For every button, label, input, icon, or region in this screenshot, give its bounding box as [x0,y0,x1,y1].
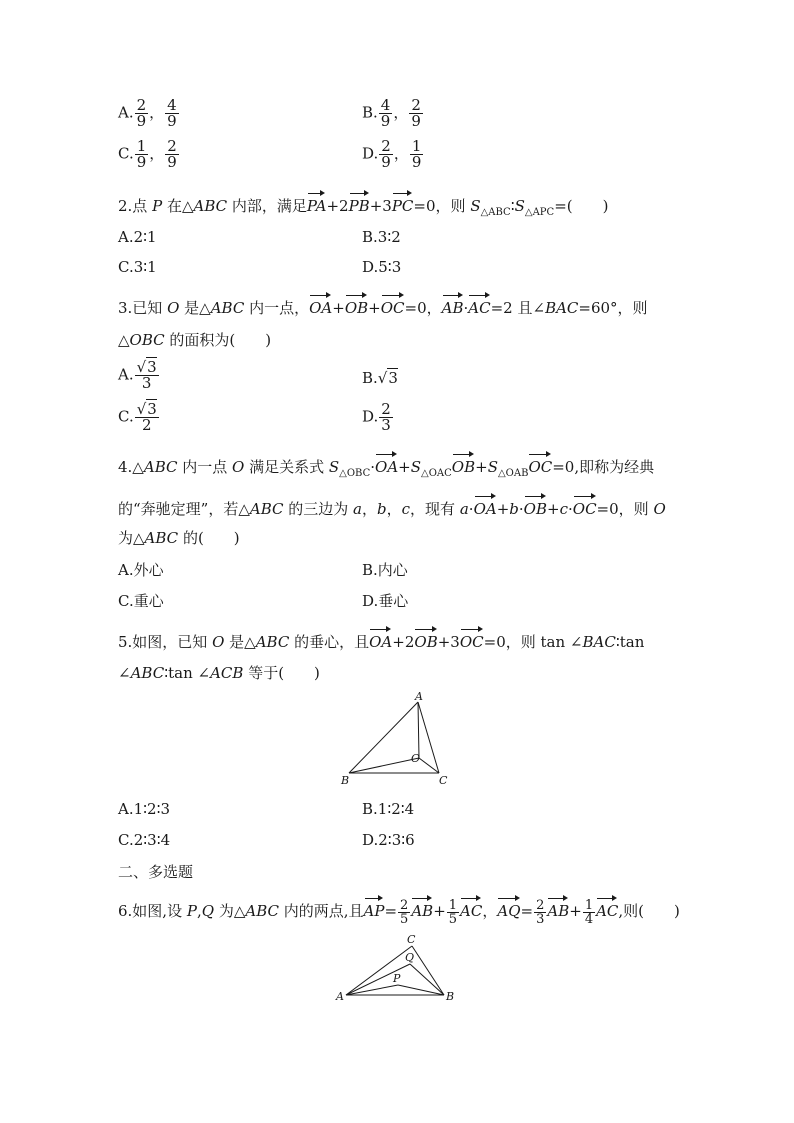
q4-option-d: D.垂心 [362,592,409,610]
q1-option-b: B. $\frac{4}{9}$ ， $\frac{2}{9}$ [362,96,421,130]
q5-option-a: A.1∶2∶3 [118,800,171,818]
q2-option-d: D.5∶3 [362,258,402,276]
q3-option-a: A. $\frac{√3}{3}$ [118,358,157,392]
q6-fig-label-c: C [407,933,416,946]
q5-fig-label-o: O [411,752,421,765]
q4-option-b: B.内心 [362,561,408,579]
q6-fig-label-a: A [336,990,344,1003]
q4-option-a: A.外心 [118,561,164,579]
q6-fig-label-q: Q [405,951,415,964]
q3-option-c: C. $\frac{√3}{2}$ [118,400,157,434]
q4-stem-line1: 4.△ABC 内一点 O 满足关系式 $S_{\triangle OBC}\cdot OA+S_{\triangle OAC}OB+S_{\triangle OAB}OC=0$,即称为经典 [118,451,654,484]
q1-option-a: A. $\frac{2}{9}$ ， $\frac{4}{9}$ [118,96,177,130]
q3-option-b: B.√3 [362,369,398,387]
q5-triangle-figure [335,690,455,790]
q5-option-b: B.1∶2∶4 [362,800,415,818]
q1-option-d: D. $\frac{2}{9}$ ， $\frac{1}{9}$ [362,137,422,171]
q4-stem-line3: 为△ABC 的( ) [118,529,240,547]
q5-fig-label-a: A [415,690,423,703]
q5-stem-line1: 5.如图，已知 O 是△ABC 的垂心，且OA+2OB+3OC=0，则 tan ∠BAC∶tan [118,626,644,652]
q6-stem: 6.如图,设 P,Q 为△ABC 内的两点,且AP= $\frac{2}{5}$ AB+ $\frac{1}{5}$ AC，AQ= $\frac{2}{3}$ AB+ $\frac{1}{4}$ AC,则( ) [118,895,680,926]
q6-fig-label-p: P [393,972,401,985]
q3-option-d: D. $\frac{2}{3}$ [362,400,391,434]
q2-stem: 2.点 P 在△ABC 内部，满足PA+2PB+3PC=0，则 $S_{\triangle ABC}∶S_{\triangle APC}=$( ) [118,190,608,223]
q4-option-c: C.重心 [118,592,164,610]
q5-option-c: C.2∶3∶4 [118,831,171,849]
section-heading: 二、多选题 [118,863,194,881]
q5-stem-line2: ∠ABC∶tan ∠ACB 等于( ) [118,664,320,682]
q2-option-a: A.2∶1 [118,228,157,246]
q5-fig-label-b: B [341,774,350,787]
q3-stem-line1: 3.已知 O 是△ABC 内一点，OA+OB+OC=0，AB·AC=2 且∠BAC=60°，则 [118,292,648,318]
q2-option-c: C.3∶1 [118,258,157,276]
q1-option-c: C. $\frac{1}{9}$ ， $\frac{2}{9}$ [118,137,177,171]
q4-stem-line2: 的“奔驰定理”，若△ABC 的三边为 a，b，c，现有 a·OA+b·OB+c·OC=0，则 O [118,493,666,519]
q3-stem-line2: △OBC 的面积为( ) [118,331,272,349]
q6-fig-label-b: B [446,990,455,1003]
q5-fig-label-c: C [439,774,448,787]
q5-option-d: D.2∶3∶6 [362,831,415,849]
q6-triangle-figure [330,930,470,1010]
q2-option-b: B.3∶2 [362,228,401,246]
